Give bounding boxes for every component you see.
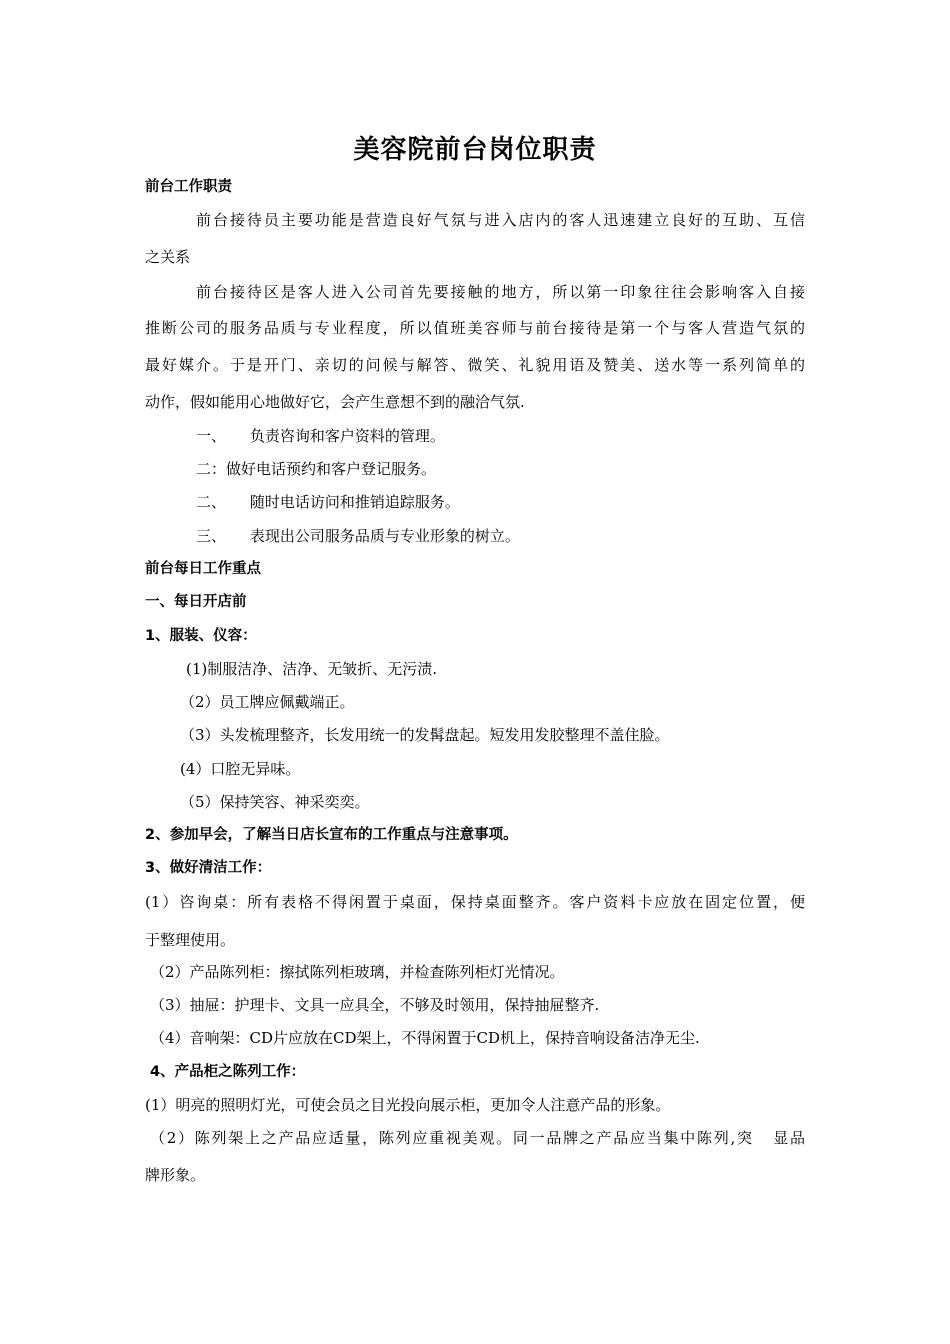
paragraph-line: 推断公司的服务品质与专业程度，所以值班美容师与前台接待是第一个与客人营造气氛的 (145, 319, 805, 337)
section-heading: 前台每日工作重点 (145, 561, 261, 577)
document-title: 美容院前台岗位职责 (353, 135, 597, 165)
list-item: 二：做好电话预约和客户登记服务。 (196, 460, 437, 478)
section-heading: 3、做好清洁工作： (145, 860, 272, 876)
section-heading: 2、参加早会，了解当日店长宣布的工作重点与注意事项。 (145, 827, 518, 843)
list-item: (4）口腔无异味。 (180, 760, 301, 778)
list-item: (1)制服洁净、洁净、无皱折、无污渍. (186, 660, 438, 678)
list-item: 二、 随时电话访问和推销追踪服务。 (196, 493, 460, 511)
list-item: (1）明亮的照明灯光，可使会员之目光投向展示柜，更加令人注意产品的形象。 (145, 1096, 671, 1114)
list-item: （4）音响架：CD片应放在CD架上，不得闲置于CD机上，保持音响设备洁净无尘. (150, 1029, 700, 1047)
list-item: （2）陈列架上之产品应适量，陈列应重视美观。同一品牌之产品应当集中陈列,突 显品 (150, 1129, 805, 1147)
section-heading: 1、服装、仪容： (145, 628, 257, 644)
paragraph-line: 动作，假如能用心地做好它，会产生意想不到的融洽气氛. (145, 393, 525, 411)
list-item: （3）抽屉：护理卡、文具一应具全，不够及时领用，保持抽屉整齐. (150, 996, 600, 1014)
section-heading: 一、每日开店前 (145, 594, 247, 610)
section-heading: 前台工作职责 (145, 179, 232, 195)
list-item: 一、 负责咨询和客户资料的管理。 (196, 427, 445, 445)
paragraph-line: 之关系 (145, 248, 191, 266)
list-item: （2）员工牌应佩戴端正。 (180, 693, 355, 711)
section-heading: 4、产品柜之陈列工作： (150, 1064, 306, 1080)
list-item: 三、 表现出公司服务品质与专业形象的树立。 (196, 527, 520, 545)
paragraph-line: 最好媒介。于是开门、亲切的问候与解答、微笑、礼貌用语及赞美、送水等一系列简单的 (145, 356, 805, 374)
paragraph-line: 牌形象。 (145, 1166, 206, 1184)
paragraph-line: 前台接待区是客人进入公司首先要接触的地方，所以第一印象往往会影响客入自接 (196, 283, 805, 301)
paragraph-line: 前台接待员主要功能是营造良好气氛与进入店内的客人迅速建立良好的互助、互信 (196, 211, 805, 229)
list-item: （2）产品陈列柜：擦拭陈列柜玻璃，并检查陈列柜灯光情况。 (150, 963, 565, 981)
paragraph-line: (1）咨询桌：所有表格不得闲置于桌面，保持桌面整齐。客户资料卡应放在固定位置，便 (145, 893, 805, 911)
list-item: （3）头发梳理整齐，长发用统一的发髯盘起。短发用发胶整理不盖住脸。 (180, 726, 670, 744)
list-item: （5）保持笑容、神采奕奕。 (180, 793, 370, 811)
paragraph-line: 于整理使用。 (145, 931, 236, 949)
